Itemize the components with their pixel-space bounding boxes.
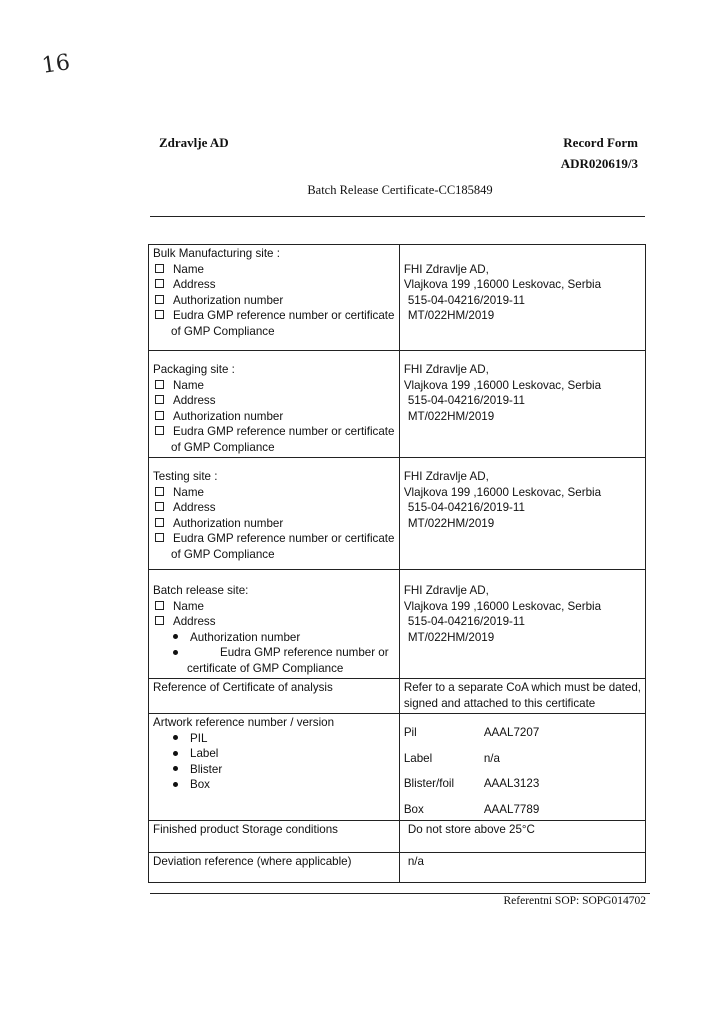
value-authorization: 515-04-04216/2019-11 <box>407 293 525 307</box>
site-row-packaging <box>149 351 646 458</box>
site-row-bulk <box>149 245 646 351</box>
site-fields: Packaging site : Name Address Authorization number Eudra GMP reference number or certificate of GMP Compliance <box>149 351 400 458</box>
checkbox-icon <box>155 616 164 625</box>
site-values <box>399 570 645 679</box>
site-row-testing <box>149 458 646 570</box>
handwritten-mark: 16 <box>40 50 72 79</box>
value-authorization: 515-04-04216/2019-11 <box>407 501 525 514</box>
checkbox-icon <box>155 518 164 527</box>
value-name: FHI Zdravlje AD, <box>403 363 489 376</box>
value-eudra-gmp: MT/022HM/2019 <box>407 516 495 530</box>
checkbox-icon <box>155 502 164 511</box>
artwork-row <box>149 714 646 821</box>
footer-rule <box>150 893 650 894</box>
coa-row <box>149 679 646 714</box>
checkbox-icon <box>155 310 164 319</box>
field-eudra-gmp: Eudra GMP reference number or certificate <box>153 308 395 324</box>
value-eudra-gmp: MT/022HM/2019 <box>407 630 495 644</box>
checkbox-icon <box>155 533 164 542</box>
value-name: FHI Zdravlje AD, <box>403 584 489 597</box>
certificate-table <box>148 244 646 883</box>
artwork-ref-label: Label n/a <box>403 751 500 765</box>
site-values <box>399 458 645 570</box>
field-eudra-gmp-cont: of GMP Compliance <box>171 324 275 338</box>
value-name: FHI Zdravlje AD, <box>403 262 489 276</box>
value-address: Vlajkova 199 ,16000 Leskovac, Serbia <box>403 485 602 499</box>
bullet-icon <box>173 751 178 756</box>
bullet-icon <box>173 735 178 740</box>
form-type: Record Form <box>563 135 638 150</box>
value-authorization: 515-04-04216/2019-11 <box>407 394 525 407</box>
checkbox-icon <box>155 395 164 404</box>
bullet-icon <box>173 634 178 639</box>
company-name: Zdravlje AD <box>159 135 229 150</box>
value-address: Vlajkova 199 ,16000 Leskovac, Serbia <box>403 278 602 291</box>
bullet-icon <box>173 782 178 787</box>
coa-label: Reference of Certificate of analysis <box>149 679 400 714</box>
value-address: Vlajkova 199 ,16000 Leskovac, Serbia <box>403 378 602 392</box>
field-name: Name <box>153 262 395 278</box>
certificate-title: Batch Release Certificate-CC185849 <box>307 183 493 197</box>
deviation-row <box>149 853 646 883</box>
checkbox-icon <box>155 380 164 389</box>
storage-value: Do not store above 25°C <box>399 821 645 853</box>
value-address: Vlajkova 199 ,16000 Leskovac, Serbia <box>403 599 602 613</box>
artwork-ref-pil: Pil AAAL7207 <box>403 726 540 739</box>
site-row-batch-release <box>149 570 646 679</box>
checkbox-icon <box>155 295 164 304</box>
artwork-ref-blister: Blister/foil AAAL3123 <box>403 777 540 790</box>
field-address: Address <box>153 277 395 293</box>
site-values <box>399 351 645 458</box>
artwork-ref-box: Box AAAL7789 <box>403 802 540 816</box>
site-heading: Bulk Manufacturing site : <box>153 247 280 260</box>
value-authorization: 515-04-04216/2019-11 <box>407 615 525 628</box>
deviation-label: Deviation reference (where applicable) <box>149 853 400 883</box>
site-heading: Testing site : <box>153 470 218 483</box>
checkbox-icon <box>155 426 164 435</box>
deviation-value: n/a <box>399 853 645 883</box>
artwork-label: Artwork reference number / version PIL Label Blister Box <box>149 714 400 821</box>
site-fields <box>149 245 400 351</box>
artwork-refs <box>399 714 645 821</box>
storage-row <box>149 821 646 853</box>
checkbox-icon <box>155 264 164 273</box>
value-eudra-gmp: MT/022HM/2019 <box>407 309 495 322</box>
checkbox-icon <box>155 279 164 288</box>
checkbox-icon <box>155 411 164 420</box>
site-values <box>399 245 645 351</box>
site-fields: Batch release site: Name Address Authorization number Eudra GMP reference number or certificate of GMP Compliance <box>149 570 400 679</box>
storage-label: Finished product Storage conditions <box>149 821 400 853</box>
form-code: ADR020619/3 <box>560 156 638 171</box>
checkbox-icon <box>155 601 164 610</box>
footer-sop-reference: Referentni SOP: SOPG014702 <box>503 895 646 907</box>
bullet-icon <box>173 766 178 771</box>
site-heading: Packaging site : <box>153 363 235 376</box>
field-authorization: Authorization number <box>153 293 395 309</box>
title-rule <box>150 216 645 217</box>
bullet-icon <box>173 650 178 655</box>
site-fields: Testing site : Name Address Authorization number Eudra GMP reference number or certificate of GMP Compliance <box>149 458 400 570</box>
site-heading: Batch release site: <box>153 584 249 597</box>
value-name: FHI Zdravlje AD, <box>403 470 489 483</box>
checkbox-icon <box>155 487 164 496</box>
value-eudra-gmp: MT/022HM/2019 <box>407 409 495 423</box>
coa-value: Refer to a separate CoA which must be dated, signed and attached to this certificate <box>399 679 645 714</box>
